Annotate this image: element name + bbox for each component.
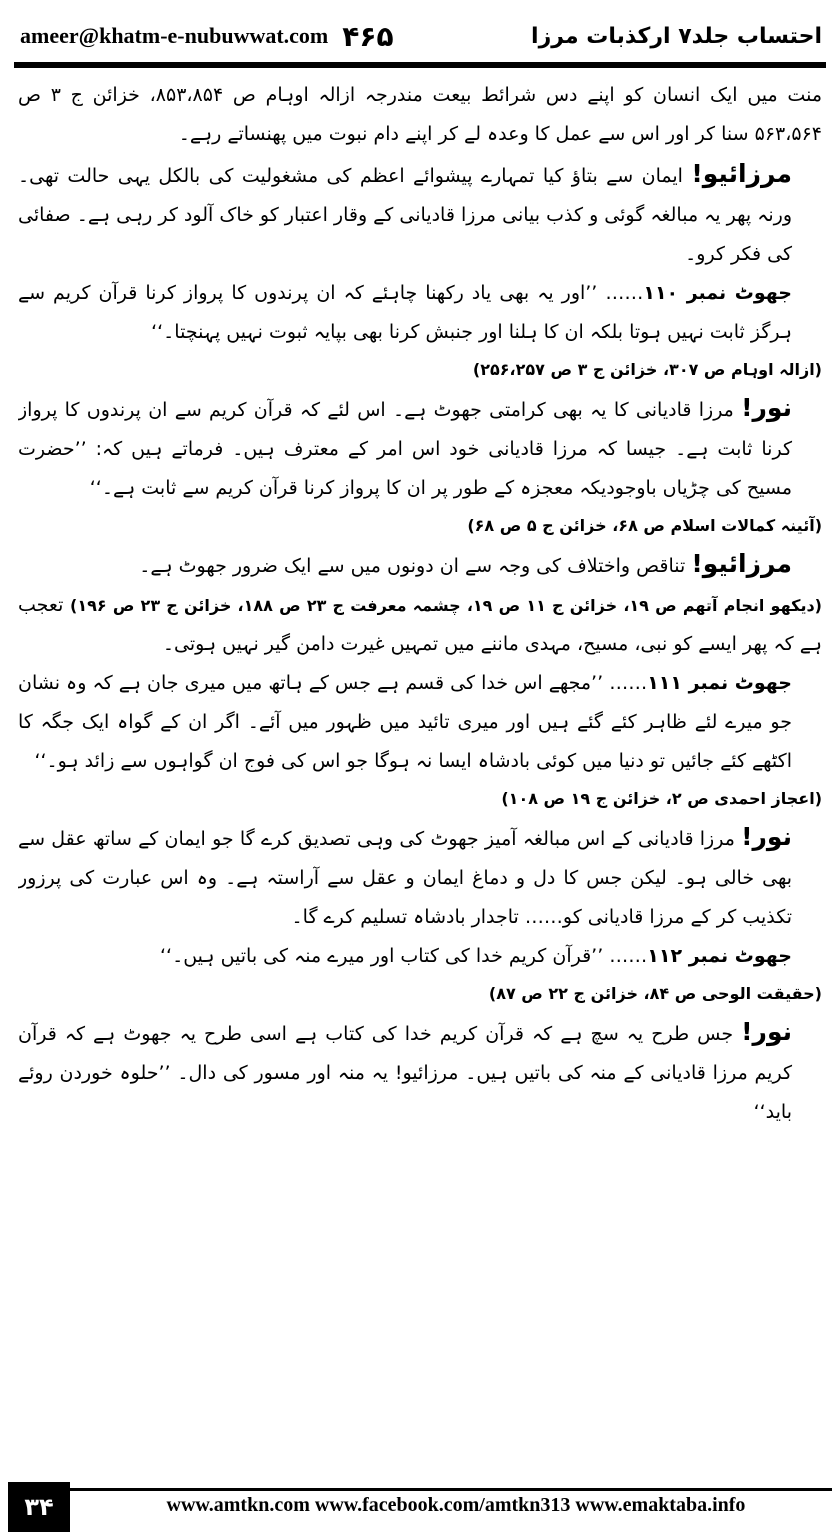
lead-mirzaiyo-2: مرزائیو!: [691, 549, 792, 578]
lead-mirzaiyo-1: مرزائیو!: [691, 159, 792, 188]
paragraph-mirzaiyo-1-text: ایمان سے بتاؤ کیا تمہارے پیشوائے اعظم کی مشغولیت کی بالکل یہی حالت تھی۔ ورنہ پھر یہ مبالغہ گوئی و کذب بیانی مرزا قادیانی کے وقار اعتبار کو خاک آلود کر رہی ہے۔ صفائی کی فکر کرو۔: [18, 165, 792, 265]
lie-112: [18, 937, 822, 976]
footer-rule: [70, 1488, 832, 1491]
paragraph-intro: [18, 76, 822, 154]
reference-ayina: (آئینہ کمالات اسلام ص ۶۸، خزائن ج ۵ ص ۶۸): [467, 516, 822, 535]
paragraph-nur-2: [18, 817, 822, 937]
paragraph-mirzaiyo-1: [18, 154, 822, 274]
lie-111: [18, 664, 822, 781]
paragraph-nur-3: [18, 1012, 822, 1132]
lead-nur-1: نور!: [741, 393, 792, 422]
reference-anjam: (دیکھو انجام آتھم ص ۱۹، خزائن ج ۱۱ ص ۱۹، چشمہ معرفت ج ۲۳ ص ۱۸۸، خزائن ج ۲۳ ص ۱۹۶): [70, 596, 822, 615]
lie-111-text: …… ’’مجھے اس خدا کی قسم ہے جس کے ہاتھ میں میری جان ہے کہ وہ نشان جو میرے لئے ظاہر کئے گئے ہیں اور میری تائید میں ظہور میں آئے۔ اگر ان کے گواہ ایک جگہ کا اکٹھے کئے جائیں تو دنیا میں کوئی بادشاہ ایسا نہ ہوگا جو اس کی فوج ان گواہوں سے زائد ہو۔‘‘: [18, 672, 792, 772]
paragraph-nur-3-text: جس طرح یہ سچ ہے کہ قرآن کریم خدا کی کتاب ہے اسی طرح یہ جھوٹ ہے کہ قرآن کریم مرزا قادیانی کے منہ کی باتیں ہیں۔ مرزائیو! یہ منہ اور مسور کی دال۔ ’’حلوہ خوردن روئے باید‘‘: [18, 1023, 792, 1123]
header-left: [20, 20, 394, 53]
header-book-title: احتساب جلد۷ ارکذبات مرزا: [531, 23, 822, 49]
header-page-number: ۴۶۵: [342, 19, 394, 53]
lie-111-label: جھوٹ نمبر ۱۱۱: [647, 672, 792, 694]
lead-nur-3: نور!: [741, 1017, 793, 1046]
paragraph-anjam: [18, 586, 822, 664]
lie-112-text: …… ’’قرآن کریم خدا کی کتاب اور میرے منہ کی باتیں ہیں۔‘‘: [159, 945, 648, 967]
header-rule: [14, 62, 826, 68]
lie-110-text: …… ’’اور یہ بھی یاد رکھنا چاہئے کہ ان پرندوں کا پرواز کرنا قرآن کریم سے ہرگز ثابت نہیں ہوتا بلکہ ان کا ہلنا اور جنبش کرنا بھی بپایہ ثبوت نہیں پہنچتا۔‘‘: [18, 282, 792, 343]
paragraph-nur-1: [18, 388, 822, 508]
lie-110: [18, 274, 822, 352]
paragraph-intro-text: منت میں ایک انسان کو اپنے دس شرائط بیعت مندرجہ ازالہ اوہام ص ۸۵۳،۸۵۴، خزائن ج ۳ ص ۵۶۳،۵۶۴ سنا کر اور اس سے عمل کا وعدہ لے کر اپنے دام نبوت میں پھنساتے رہے۔: [18, 84, 822, 145]
lie-112-label: جھوٹ نمبر ۱۱۲: [647, 945, 792, 967]
reference-111: (اعجاز احمدی ص ۲، خزائن ج ۱۹ ص ۱۰۸): [501, 789, 822, 808]
paragraph-ajab-text: تعجب ہے کہ پھر ایسے کو نبی، مسیح، مہدی ماننے میں تمہیں غیرت دامن گیر نہیں ہوتی۔: [18, 594, 822, 655]
lie-110-label: جھوٹ نمبر ۱۱۰: [643, 282, 793, 304]
header-email: ameer@khatm-e-nubuwwat.com: [20, 23, 329, 48]
paragraph-mirzaiyo-2: [18, 544, 822, 586]
page-header: [20, 14, 822, 58]
paragraph-mirzaiyo-2-text: تناقص واختلاف کی وجہ سے ان دونوں میں سے ایک ضرور جھوٹ ہے۔: [139, 555, 686, 577]
lead-nur-2: نور!: [741, 822, 792, 851]
paragraph-nur-1-text: مرزا قادیانی کا یہ بھی کرامتی جھوٹ ہے۔ اس لئے کہ قرآن کریم سے ان پرندوں کا پرواز کرنا ثابت ہے۔ جیسا کہ مرزا قادیانی خود اس امر کے معترف ہیں۔ فرماتے ہیں کہ: ’’حضرت مسیح کی چڑیاں باوجودیکہ معجزہ کے طور پر ان کا پرواز کرنا قرآن کریم سے ثابت ہے۔‘‘: [18, 399, 792, 499]
reference-110: (ازالہ اوہام ص ۳۰۷، خزائن ج ۳ ص ۲۵۶،۲۵۷): [472, 360, 822, 379]
page-body: [18, 76, 822, 1466]
page-footer: [8, 1482, 832, 1532]
footer-urls: www.amtkn.com www.facebook.com/amtkn313 www.emaktaba.info: [166, 1494, 746, 1516]
reference-112: (حقیقت الوحی ص ۸۴، خزائن ج ۲۲ ص ۸۷): [488, 984, 822, 1003]
paragraph-nur-2-text: مرزا قادیانی کے اس مبالغہ آمیز جھوٹ کی وہی تصدیق کرے گا جو ایمان کے ساتھ عقل سے بھی خالی ہو۔ لیکن جس کا دل و دماغ ایمان و عقل سے آراستہ ہے۔ وہ اس عبارت کی پرزور تکذیب کر کے مرزا قادیانی کو…… تاجدار بادشاہ تسلیم کرے گا۔: [18, 828, 792, 928]
footer-page-number: ۳۴: [8, 1482, 70, 1532]
